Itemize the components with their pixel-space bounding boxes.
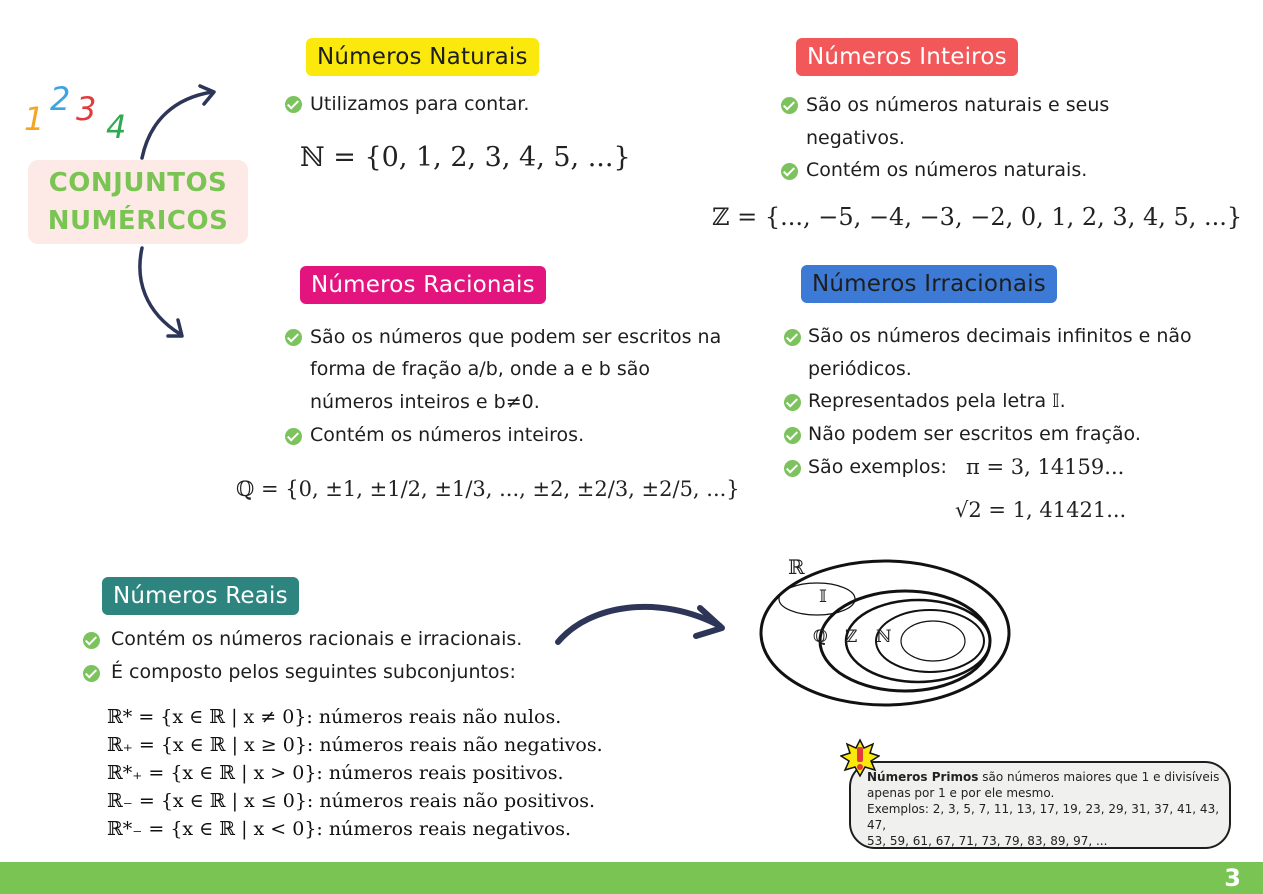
alert-icon	[840, 738, 880, 778]
diagram-label-q: ℚ	[813, 627, 828, 647]
check-icon	[285, 329, 302, 346]
irracionais-item-4: São exemplos:	[808, 456, 947, 478]
footer-bar	[0, 862, 1263, 894]
check-icon	[784, 427, 801, 444]
tag-irracionais: Números Irracionais	[801, 265, 1057, 303]
reais-subset-4: ℝ₋ = {x ∈ ℝ | x ≤ 0}: números reais não positivos.	[107, 790, 596, 812]
reais-subset-2: ℝ₊ = {x ∈ ℝ | x ≥ 0}: números reais não negativos.	[107, 734, 603, 756]
arrow-to-diagram	[550, 590, 735, 660]
diagram-label-r: ℝ	[788, 555, 805, 579]
check-icon	[83, 632, 100, 649]
inteiros-item-1-cont: negativos.	[806, 127, 905, 149]
primes-line-3: Exemplos: 2, 3, 5, 7, 11, 13, 17, 19, 23, 29, 31, 37, 41, 43, 47,	[867, 802, 1220, 832]
racionais-formula: ℚ = {0, ±1, ±1/2, ±1/3, ..., ±2, ±2/3, ±2/5, ...}	[236, 477, 740, 501]
reais-subset-1: ℝ* = {x ∈ ℝ | x ≠ 0}: números reais não nulos.	[107, 706, 562, 728]
racionais-item-2: Contém os números inteiros.	[310, 424, 585, 446]
digit-2: 2	[50, 80, 71, 118]
digit-1: 1	[24, 100, 45, 138]
primes-line-4: 53, 59, 61, 67, 71, 73, 79, 83, 89, 97, ...	[867, 834, 1108, 848]
check-icon	[285, 96, 302, 113]
digit-4: 4	[106, 108, 127, 146]
racionais-item-1: São os números que podem ser escritos na	[310, 326, 722, 348]
check-icon	[784, 460, 801, 477]
naturais-formula: ℕ = {0, 1, 2, 3, 4, 5, ...}	[300, 142, 631, 173]
naturais-item-1: Utilizamos para contar.	[310, 93, 530, 115]
irracionais-item-1-cont: periódicos.	[808, 358, 912, 380]
primes-line-1	[867, 769, 1229, 785]
tag-naturais: Números Naturais	[306, 38, 539, 76]
title-arrows	[120, 80, 230, 345]
racionais-item-1-cont1: forma de fração a/b, onde a e b são	[310, 358, 650, 380]
tag-racionais: Números Racionais	[300, 266, 546, 304]
irracionais-example-pi: π = 3, 14159...	[966, 455, 1125, 479]
check-icon	[781, 163, 798, 180]
irracionais-example-sqrt2: √2 = 1, 41421...	[955, 498, 1127, 522]
inteiros-item-1: São os números naturais e seus	[806, 94, 1110, 116]
primes-line-2: apenas por 1 e por ele mesmo.	[867, 786, 1055, 800]
tag-reais: Números Reais	[102, 577, 299, 615]
check-icon	[83, 665, 100, 682]
primes-note	[849, 761, 1231, 849]
inteiros-item-2: Contém os números naturais.	[806, 159, 1088, 181]
check-icon	[784, 394, 801, 411]
reais-subset-5: ℝ*₋ = {x ∈ ℝ | x < 0}: números reais negativos.	[107, 818, 572, 840]
reais-subset-3: ℝ*₊ = {x ∈ ℝ | x > 0}: números reais positivos.	[107, 762, 564, 784]
title-line-2: NUMÉRICOS	[47, 206, 229, 236]
irracionais-item-2: Representados pela letra 𝕀.	[808, 390, 1066, 412]
reais-item-1: Contém os números racionais e irracionais.	[111, 628, 523, 650]
inteiros-formula: ℤ = {..., −5, −4, −3, −2, 0, 1, 2, 3, 4, 5, ...}	[712, 203, 1243, 231]
diagram-label-i: 𝕀	[819, 587, 827, 607]
primes-text: são números maiores que 1 e divisíveis	[978, 770, 1220, 784]
diagram-label-n: ℕ	[876, 627, 892, 647]
racionais-item-1-cont2: números inteiros e b≠0.	[310, 391, 540, 413]
title-line-1: CONJUNTOS	[48, 168, 228, 198]
primes-title: Números Primos	[867, 770, 979, 784]
tag-inteiros: Números Inteiros	[796, 38, 1018, 76]
page-number: 3	[1224, 864, 1241, 892]
digit-3: 3	[76, 90, 97, 128]
check-icon	[784, 329, 801, 346]
irracionais-item-3: Não podem ser escritos em fração.	[808, 423, 1141, 445]
reais-item-2: É composto pelos seguintes subconjuntos:	[111, 661, 516, 683]
check-icon	[781, 97, 798, 114]
diagram-label-z: ℤ	[845, 627, 858, 647]
irracionais-item-1: São os números decimais infinitos e não	[808, 325, 1192, 347]
check-icon	[285, 428, 302, 445]
